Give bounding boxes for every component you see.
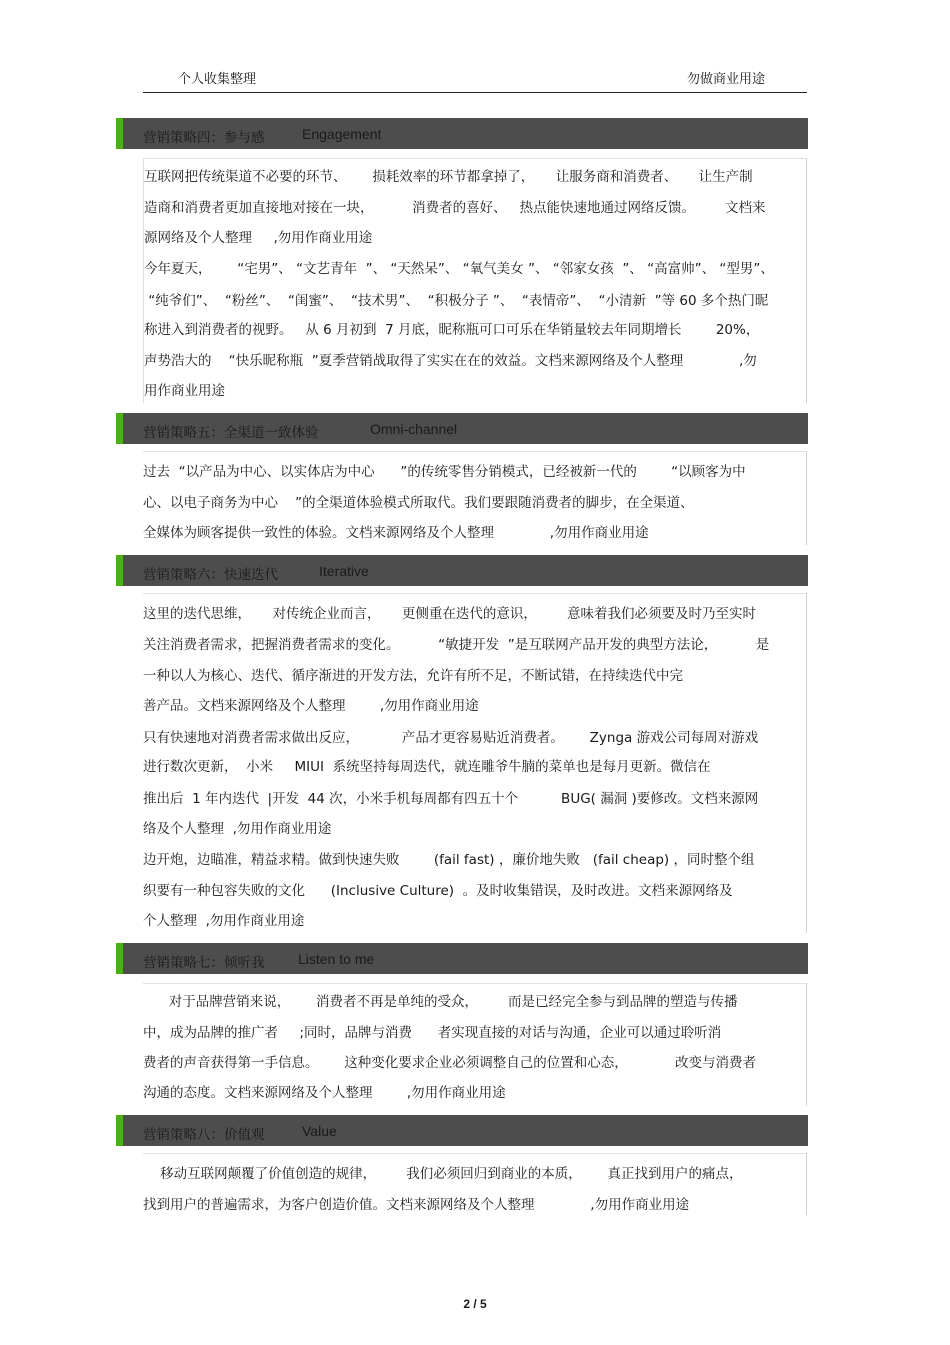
- text-line: 沟通的态度。文档来源网络及个人整理 ,勿用作商业用途: [143, 1085, 506, 1101]
- page-number: 2 / 5: [463, 1297, 487, 1311]
- text-line: 今年夏天， “宅男”、 “文艺青年 ”、 “天然呆”、 “氧气美女 ”、 “邻家女孩 ”、 “高富帅”、 “型男”、: [144, 261, 774, 277]
- text-line: 关注消费者需求，把握消费者需求的变化。 “敏捷开发 ”是互联网产品开发的典型方法论， 是: [143, 637, 770, 653]
- text-line: 中，成为品牌的推广者 ;同时，品牌与消费 者实现直接的对话与沟通，企业可以通过聆听消: [143, 1025, 722, 1041]
- text-line: 边开炮，边瞄准，精益求精。做到快速失败 (fail fast) ，廉价地失败 (fail cheap) ，同时整个组: [143, 852, 755, 868]
- section-heading-iterative: [116, 555, 808, 586]
- section-body-omni-channel: [143, 451, 807, 545]
- text-line: 心、以电子商务为中心 ”的全渠道体验模式所取代。我们要跟随消费者的脚步，在全渠道、: [143, 495, 694, 511]
- text-line: 进行数次更新， 小米 MIUI 系统坚持每周迭代，就连雕爷牛腩的菜单也是每月更新。微信在: [143, 759, 711, 775]
- text-line: 声势浩大的 “快乐昵称瓶 ”夏季营销战取得了实实在在的效益。文档来源网络及个人整理 ,勿: [144, 353, 757, 369]
- text-line: 全媒体为顾客提供一致性的体验。文档来源网络及个人整理 ,勿用作商业用途: [143, 525, 649, 541]
- text-line: 个人整理 ,勿用作商业用途: [143, 913, 305, 929]
- text-line: 这里的迭代思维， 对传统企业而言， 更侧重在迭代的意识， 意味着我们必须要及时乃至实时: [143, 606, 756, 622]
- section-body-engagement: [143, 158, 807, 403]
- header-left-text: 个人收集整理: [178, 72, 257, 87]
- section-heading-value: [116, 1115, 808, 1146]
- text-line: “纯爷们”、 “粉丝”、 “闺蜜”、 “技术男”、 “积极分子 ”、 “表情帝”、 “小清新 ”等 60 多个热门昵: [144, 293, 769, 309]
- text-line: 一种以人为核心、迭代、循序渐进的开发方法，允许有所不足，不断试错，在持续迭代中完: [143, 668, 683, 684]
- section-title: 营销策略八：价值观: [143, 1127, 265, 1143]
- text-line: 只有快速地对消费者需求做出反应， 产品才更容易贴近消费者。 Zynga 游戏公司每周对游戏: [143, 730, 759, 746]
- text-line: 互联网把传统渠道不必要的环节、 损耗效率的环节都拿掉了， 让服务商和消费者、 让生产制: [144, 169, 753, 185]
- section-body-listen-to-me: [143, 983, 807, 1106]
- text-line: 费者的声音获得第一手信息。 这种变化要求企业必须调整自己的位置和心态， 改变与消费者: [143, 1055, 756, 1071]
- section-english-title: Value: [302, 1123, 337, 1139]
- section-english-title: Omni-channel: [370, 421, 458, 437]
- section-heading-listen-to-me: [116, 943, 808, 974]
- page-header: [143, 58, 807, 93]
- text-line: 用作商业用途: [144, 383, 225, 399]
- section-title: 营销策略四：参与感: [143, 130, 265, 146]
- section-english-title: Listen to me: [298, 951, 375, 967]
- section-body-iterative: [143, 593, 807, 933]
- text-line: 找到用户的普遍需求，为客户创造价值。文档来源网络及个人整理 ,勿用作商业用途: [143, 1197, 690, 1213]
- text-line: 过去 “以产品为中心、以实体店为中心 ”的传统零售分销模式，已经被新一代的 “以顾客为中: [143, 464, 746, 480]
- section-title: 营销策略五：全渠道一致体验: [143, 425, 319, 441]
- section-heading-omni-channel: [116, 413, 808, 444]
- section-title: 营销策略七：倾听我: [143, 955, 265, 971]
- text-line: 推出后 1 年内迭代 |开发 44 次，小米手机每周都有四五十个 BUG( 漏洞 )要修改。文档来源网: [143, 791, 759, 807]
- section-english-title: Engagement: [302, 126, 382, 142]
- section-heading-engagement: [116, 118, 808, 149]
- header-right-text: 勿做商业用途: [686, 72, 765, 87]
- text-line: 善产品。文档来源网络及个人整理 ,勿用作商业用途: [143, 698, 479, 714]
- text-line: 织要有一种包容失败的文化 (Inclusive Culture) 。及时收集错误，及时改进。文档来源网络及: [143, 883, 733, 899]
- text-line: 造商和消费者更加直接地对接在一块， 消费者的喜好、 热点能快速地通过网络反馈。 文档来: [144, 200, 766, 216]
- text-line: 称进入到消费者的视野。 从 6 月初到 7 月底，昵称瓶可口可乐在华销量较去年同期增长 20%，: [144, 322, 760, 338]
- text-line: 对于品牌营销来说， 消费者不再是单纯的受众， 而是已经完全参与到品牌的塑造与传播: [143, 994, 738, 1010]
- text-line: 源网络及个人整理 ,勿用作商业用途: [144, 230, 373, 246]
- section-body-value: [143, 1153, 807, 1215]
- section-title: 营销策略六：快速迭代: [143, 567, 278, 583]
- text-line: 移动互联网颠覆了价值创造的规律， 我们必须回归到商业的本质， 真正找到用户的痛点，: [143, 1166, 743, 1182]
- section-english-title: Iterative: [319, 563, 369, 579]
- text-line: 络及个人整理 ,勿用作商业用途: [143, 821, 332, 837]
